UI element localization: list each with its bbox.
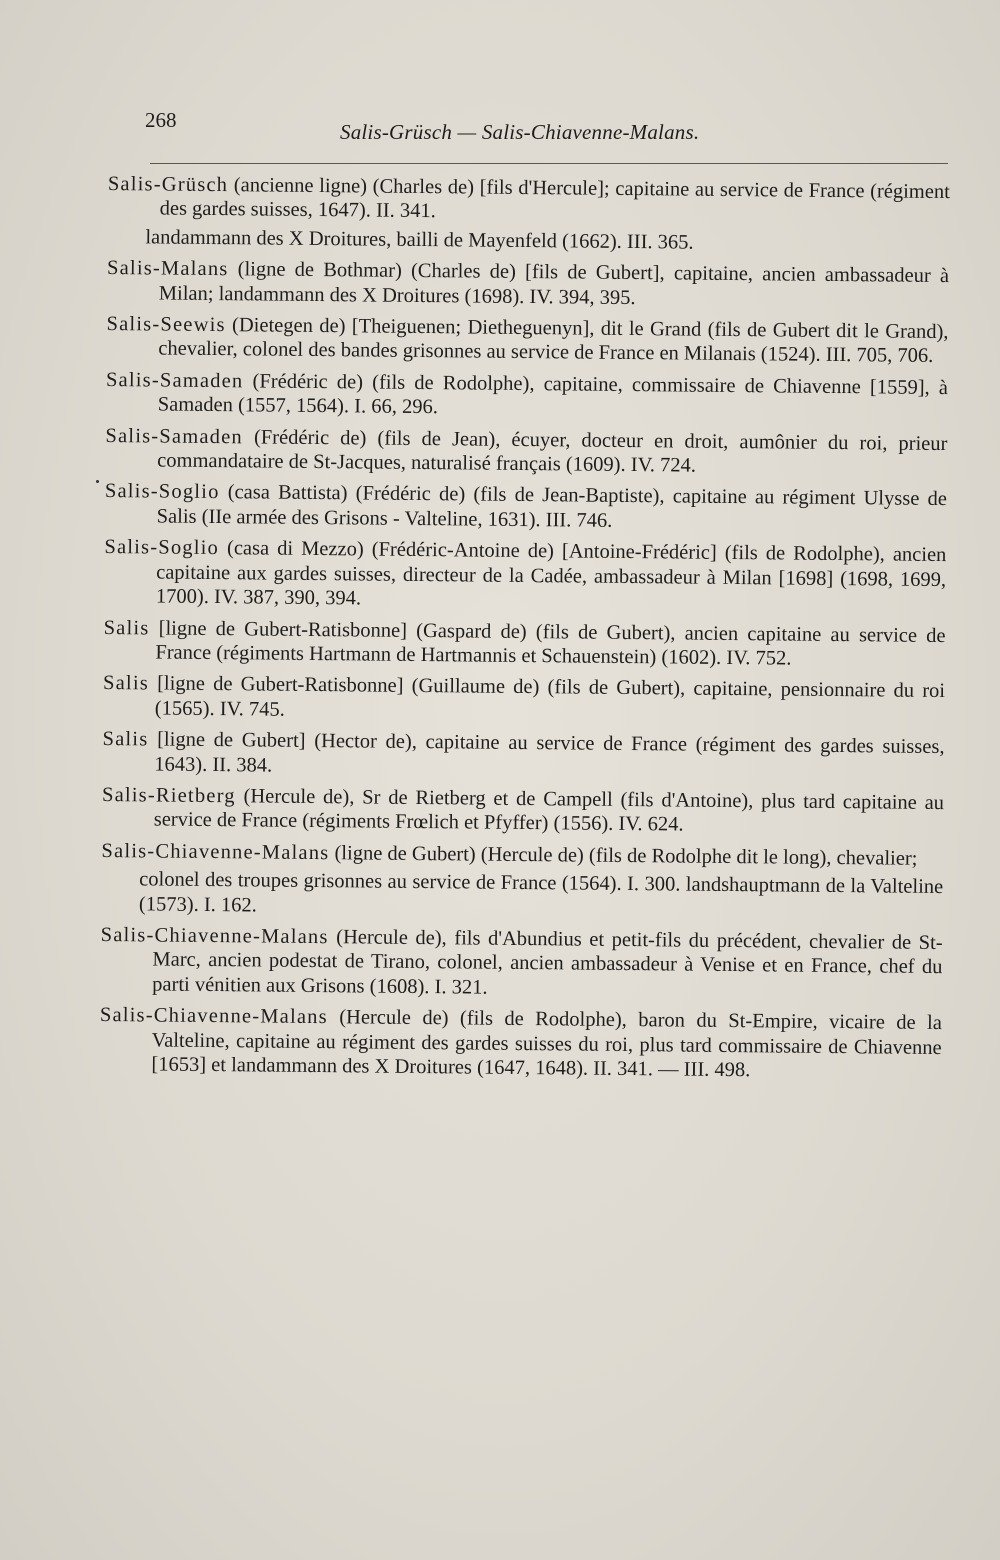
index-entry <box>102 727 944 784</box>
index-entry <box>102 783 944 840</box>
entry-head: Salis-Soglio <box>104 480 220 504</box>
entry-head: Salis <box>102 672 150 695</box>
index-entry <box>105 479 947 536</box>
index-entry <box>103 615 945 672</box>
entry-head: Salis-Malans <box>106 257 229 281</box>
entry-head: Salis-Samaden <box>105 424 244 448</box>
entry-text: (Frédéric de) (fils de Rodolphe), capitaine, commissaire de Chiavenne [1559], à Samaden (1557, 1564). I. 66, 296. <box>157 370 949 419</box>
index-entry <box>107 256 949 313</box>
entry-head: Salis-Chiavenne-Malans <box>101 839 330 864</box>
entry-text: (Hercule de) (fils de Rodolphe), baron du St-Empire, vicaire de la Valteline, capitaine au régiment des gardes suisses du roi, plus tard commissaire de Chiavenne [1653] et landammann des X Droitures (1647, 1648). II. 341. — III. 498. <box>151 1006 942 1082</box>
print-speck <box>96 480 99 483</box>
index-entries <box>99 172 950 1091</box>
entry-head: Salis-Samaden <box>105 368 244 393</box>
entry-head: Salis <box>102 728 149 751</box>
index-entry <box>105 424 947 481</box>
entry-head: Salis-Chiavenne-Malans <box>100 923 329 949</box>
entry-head: Salis <box>103 616 150 639</box>
index-entry <box>99 1003 942 1084</box>
entry-text: colonel des troupes grisonnes au service de France (1564). I. 300. landshauptmann de la Valteline (1573). I. 162. <box>138 868 944 917</box>
entry-text: (Hercule de), Sr de Rietberg et de Campell (fils d'Antoine), plus tard capitaine au service de France (régiments Frœlich et Pfyffer) (1556). IV. 624. <box>153 785 945 836</box>
entry-text: (Hercule de), fils d'Abundius et petit-fils du précédent, chevalier de St-Marc, ancien podestat de Tirano, colonel, ancien ambassadeur à Venise et en France, chef du parti vénitien aux Grisons (1608). I. 321. <box>152 926 943 999</box>
entry-text: [ligne de Gubert-Ratisbonne] (Gaspard de) (fils de Gubert), ancien capitaine au service de France (régiments Hartmann de Hartmannis et Schauenstein) (1602). IV. 752. <box>149 616 946 670</box>
entry-text: (Dietegen de) [Theiguenen; Diethеguenyn], dit le Grand (fils de Gubert dit le Grand), chevalier, colonel des bandes grisonnes au service de France en Milanais (1524). III. 705, 706. <box>158 314 949 368</box>
entry-text: (ligne de Bothmar) (Charles de) [fils de Gubert], capitaine, ancien ambassadeur à Milan; landammann des X Droitures (1698). IV. 394, 395. <box>158 258 950 309</box>
index-entry-continuation <box>101 867 943 924</box>
entry-text: landammann des X Droitures, bailli de Mayenfeld (1662). III. 365. <box>145 226 694 254</box>
entry-head: Salis-Rietberg <box>101 783 236 808</box>
entry-head: Salis-Seewis <box>106 313 226 337</box>
index-entry-continuation <box>107 225 949 257</box>
entry-text: (casa di Mezzo) (Frédéric-Antoine de) [Antoine-Frédéric] (fils de Rodolphe), ancien capitaine aux gardes suisses, directeur de la Cadée, ambassadeur à Milan [1698] (1698, 1699, 1700). IV. 387, 390, 394. <box>155 537 947 610</box>
entry-head: Salis-Soglio <box>104 536 220 560</box>
index-entry <box>103 671 945 728</box>
entry-text: [ligne de Gubert-Ratisbonne] (Guillaume de) (fils de Gubert), capitaine, pensionnaire du roi (1565). IV. 745. <box>148 672 946 721</box>
index-entry <box>106 312 948 369</box>
page-number: 268 <box>145 108 177 132</box>
running-title: Salis-Grüsch — Salis-Chiavenne-Malans. <box>340 120 700 144</box>
entry-text: (ancienne ligne) (Charles de) [fils d'Hercule]; capitaine au service de France (régiment des gardes suisses, 1647). II. 341. <box>159 174 950 223</box>
page-header <box>145 108 950 152</box>
index-entry <box>104 535 947 616</box>
entry-head: Salis-Grüsch <box>107 172 229 197</box>
index-entry <box>100 923 943 1004</box>
entry-text: (casa Battista) (Frédéric de) (fils de Jean-Baptiste), capitaine au régiment Ulysse de Salis (IIe armée des Grisons - Valteline, 1631). III. 746. <box>156 481 948 532</box>
entry-text: (Frédéric de) (fils de Jean), écuyer, docteur en droit, aumônier du roi, prieur commandataire de St-Jacques, naturalisé français (1609). IV. 724. <box>157 425 948 477</box>
index-entry <box>108 172 950 229</box>
index-entry <box>101 839 943 871</box>
entry-text: (ligne de Gubert) (Hercule de) (fils de Rodolphe dit le long), chevalier; <box>329 841 918 870</box>
entry-head: Salis-Chiavenne-Malans <box>99 1004 328 1029</box>
header-divider <box>150 163 948 164</box>
index-entry <box>106 368 948 425</box>
entry-text: [ligne de Gubert] (Hector de), capitaine au service de France (régiment des gardes suisses, 1643). II. 384. <box>148 728 945 777</box>
